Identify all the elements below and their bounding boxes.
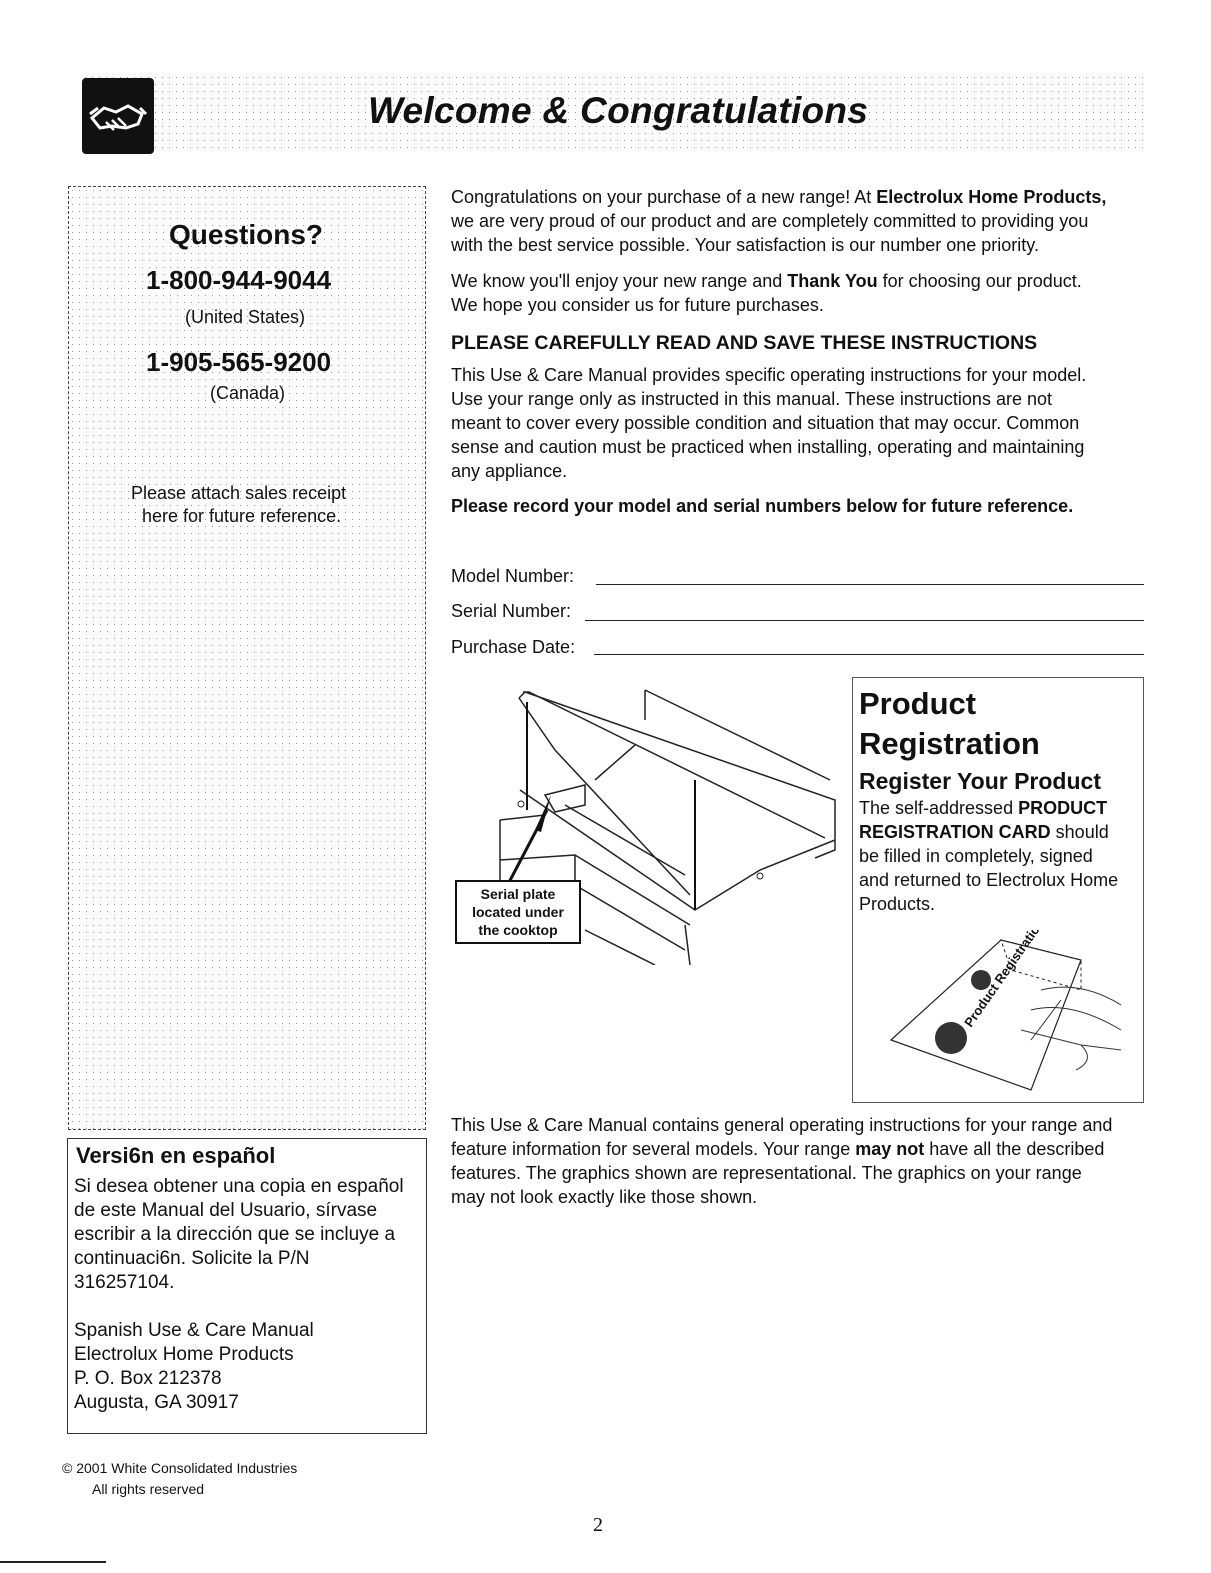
receipt-note-line2: here for future reference. — [142, 506, 342, 526]
intro-line: We hope you consider us for future purchases. — [451, 295, 824, 315]
instructions-line: This Use & Care Manual provides specific operating instructions for your model. — [451, 365, 1087, 385]
instructions-line: sense and caution must be practiced when installing, operating and maintaining — [451, 437, 1085, 457]
questions-title: Questions? — [169, 219, 324, 250]
address-line: Spanish Use & Care Manual — [74, 1320, 314, 1341]
footer-rule — [0, 1561, 106, 1563]
spanish-title: Versi6n en español — [76, 1143, 276, 1168]
registration-subtitle: Register Your Product — [859, 768, 1101, 794]
registration-line: The self-addressed PRODUCT — [859, 798, 1108, 818]
spanish-line: continuaci6n. Solicite la P/N — [74, 1248, 310, 1269]
intro-line: We know you'll enjoy your new range and Thank You for choosing our product. — [451, 271, 1082, 291]
registration-line: Products. — [859, 894, 936, 914]
registration-title-line2: Registration — [859, 726, 1040, 761]
canada-label: (Canada) — [210, 383, 286, 403]
page-title: Welcome & Congratulations — [368, 90, 869, 131]
callout-line: the cooktop — [478, 922, 558, 938]
intro-line: with the best service possible. Your satisfaction is our number one priority. — [451, 235, 1039, 255]
purchase-date-field[interactable] — [594, 654, 1144, 655]
closing-line: This Use & Care Manual contains general operating instructions for your range and — [451, 1115, 1113, 1135]
registration-line: be filled in completely, signed — [859, 846, 1093, 866]
callout-line: Serial plate — [480, 886, 556, 902]
address-line: P. O. Box 212378 — [74, 1368, 222, 1389]
closing-line: may not look exactly like those shown. — [451, 1187, 758, 1207]
instructions-line: meant to cover every possible condition and situation that may occur. Common — [451, 413, 1080, 433]
record-note: Please record your model and serial numbers below for future reference. — [451, 496, 1074, 516]
registration-line: REGISTRATION CARD should — [859, 822, 1109, 842]
product-registration-panel — [852, 677, 1144, 1103]
intro-line: Congratulations on your purchase of a new range! At Electrolux Home Products, — [451, 187, 1107, 207]
spanish-version-panel — [67, 1138, 427, 1434]
address-line: Electrolux Home Products — [74, 1344, 294, 1365]
serial-number-field[interactable] — [585, 620, 1144, 621]
purchase-date-label: Purchase Date: — [451, 637, 576, 657]
handshake-icon — [82, 78, 154, 154]
registration-line: and returned to Electrolux Home — [859, 870, 1119, 890]
phone-us: 1-800-944-9044 — [146, 265, 332, 295]
registration-title-line1: Product — [859, 686, 977, 721]
copyright: © 2001 White Consolidated Industries — [62, 1460, 298, 1476]
serial-plate-callout — [455, 880, 581, 944]
intro-line: we are very proud of our product and are completely committed to providing you — [451, 211, 1089, 231]
receipt-note-line1: Please attach sales receipt — [131, 483, 347, 503]
spanish-line: Si desea obtener una copia en español — [74, 1176, 404, 1197]
questions-panel — [68, 186, 426, 1130]
rights-reserved: All rights reserved — [92, 1481, 205, 1497]
registration-card-illustration — [881, 930, 1131, 1100]
page-number: 2 — [593, 1514, 603, 1536]
spanish-line: 316257104. — [74, 1272, 175, 1293]
phone-canada: 1-905-565-9200 — [146, 347, 332, 377]
spanish-line: de este Manual del Usuario, sírvase — [74, 1200, 378, 1221]
instructions-heading: PLEASE CAREFULLY READ AND SAVE THESE INSTRUCTIONS — [451, 332, 1038, 354]
model-number-field[interactable] — [596, 584, 1144, 585]
closing-line: feature information for several models. Your range may not have all the described — [451, 1139, 1105, 1159]
instructions-line: Use your range only as instructed in this manual. These instructions are not — [451, 389, 1052, 409]
closing-line: features. The graphics shown are representational. The graphics on your range — [451, 1163, 1082, 1183]
us-label: (United States) — [185, 307, 306, 327]
serial-number-label: Serial Number: — [451, 601, 572, 621]
spanish-line: escribir a la dirección que se incluye a — [74, 1224, 396, 1245]
model-number-label: Model Number: — [451, 566, 575, 586]
callout-line: located under — [472, 904, 564, 920]
instructions-line: any appliance. — [451, 461, 568, 481]
address-line: Augusta, GA 30917 — [74, 1392, 239, 1413]
